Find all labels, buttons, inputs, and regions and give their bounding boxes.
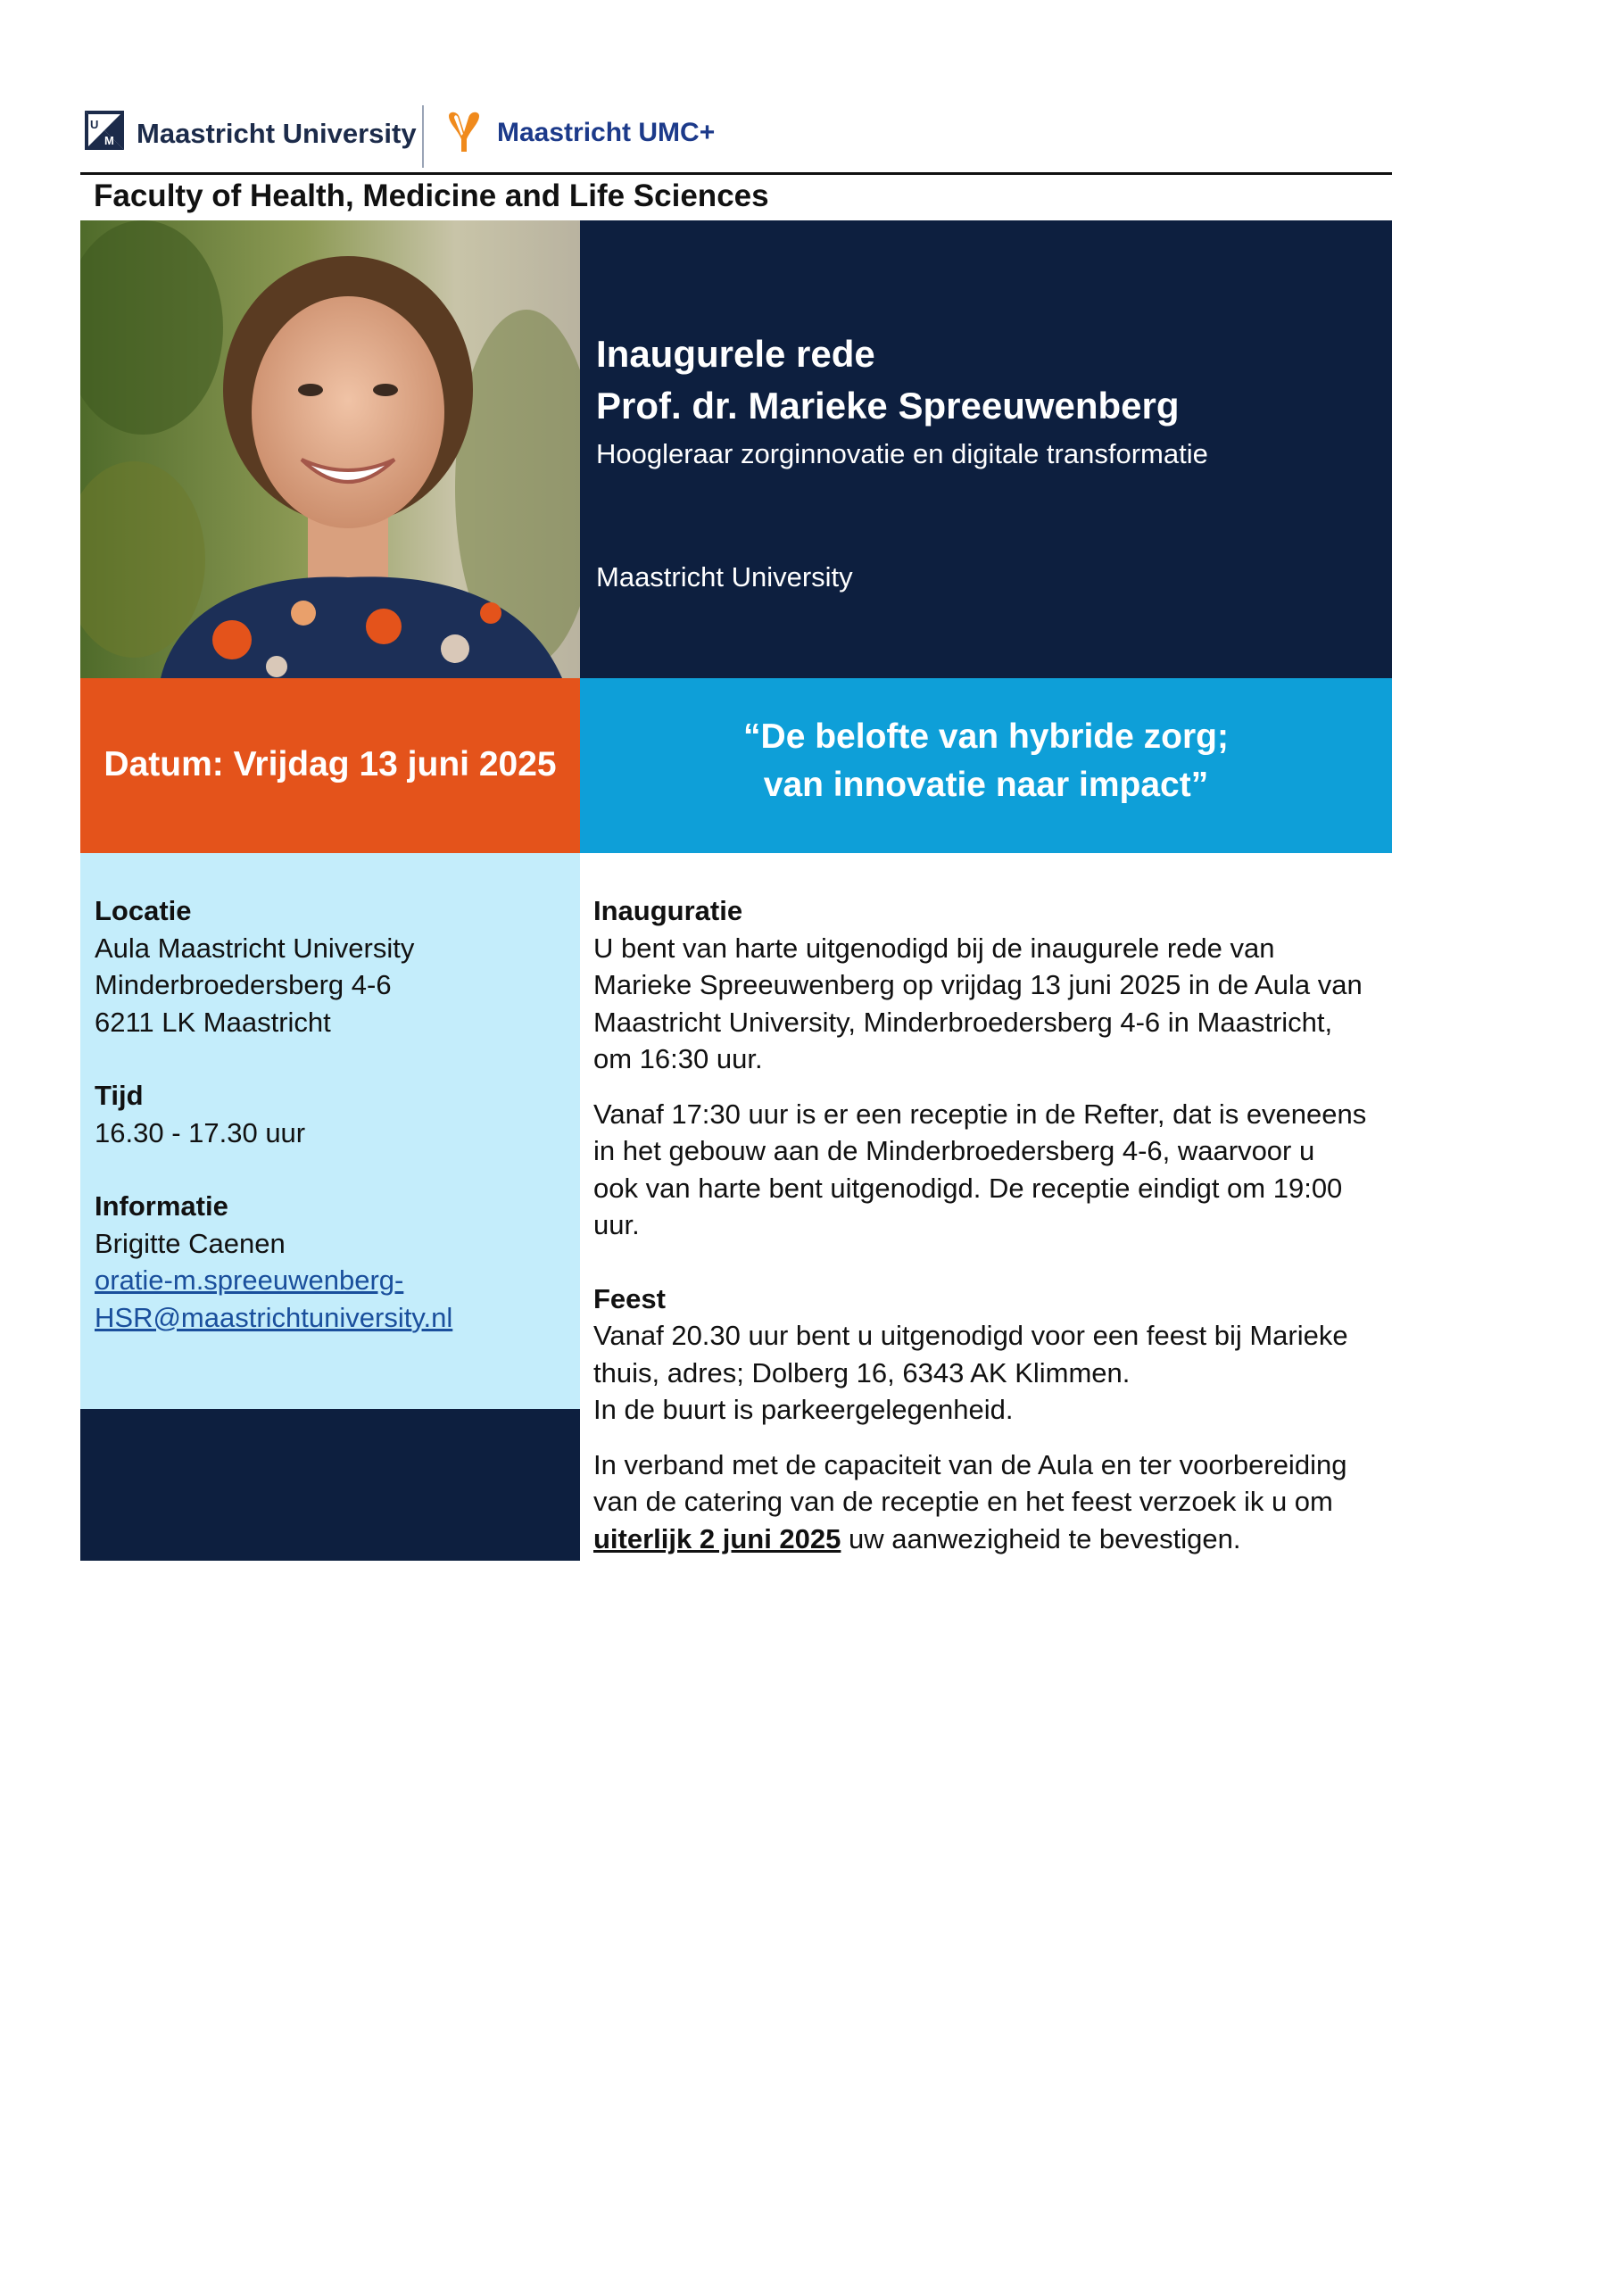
spacer (95, 1151, 452, 1188)
feest-heading: Feest (593, 1282, 666, 1314)
inauguratie-line: U bent van harte uitgenodigd bij de inaugurele rede van (593, 932, 1275, 964)
email-link-line-2[interactable]: HSR@maastrichtuniversity.nl (95, 1301, 453, 1333)
navy-footer-block (80, 1409, 580, 1561)
locatie-line: Aula Maastricht University (95, 932, 415, 964)
receptie-line: in het gebouw aan de Minderbroedersberg 4-6, waarvoor u (593, 1135, 1315, 1166)
inauguratie-line: om 16:30 uur. (593, 1043, 763, 1074)
contact-name: Brigitte Caenen (95, 1227, 286, 1259)
body-column (593, 892, 1388, 1557)
svg-text:M: M (104, 134, 114, 147)
locatie-line: 6211 LK Maastricht (95, 1006, 331, 1038)
receptie-line: Vanaf 17:30 uur is er een receptie in de Refter, dat is eveneens (593, 1098, 1367, 1130)
speaker-role: Hoogleraar zorginnovatie en digitale transformatie (596, 438, 1208, 469)
logo-divider (422, 105, 424, 168)
closing-line-rsvp (593, 1521, 1388, 1558)
spacer (95, 1040, 452, 1077)
umc-name: Maastricht UMC+ (497, 118, 716, 147)
receptie-line: uur. (593, 1209, 640, 1240)
email-link-line-1[interactable]: oratie-m.spreeuwenberg- (95, 1264, 404, 1296)
title-panel (580, 220, 1392, 678)
rsvp-deadline: uiterlijk 2 juni 2025 (593, 1522, 841, 1554)
speaker-name: Prof. dr. Marieke Spreeuwenberg (596, 385, 1180, 427)
faculty-title: Faculty of Health, Medicine and Life Sciences (94, 178, 769, 213)
event-title: Inaugurele rede (596, 333, 875, 375)
receptie-line: ook van harte bent uitgenodigd. De receptie eindigt om 19:00 (593, 1172, 1343, 1204)
spacer (593, 1078, 1388, 1096)
feest-line: In de buurt is parkeergelegenheid. (593, 1394, 1014, 1425)
logo-row (85, 105, 716, 170)
lecture-title-line-2: van innovatie naar impact” (763, 766, 1209, 804)
locatie-line: Minderbroedersberg 4-6 (95, 969, 392, 1000)
inauguratie-line: Maastricht University, Minderbroedersberg 4-6 in Maastricht, (593, 1006, 1333, 1038)
feest-line: thuis, adres; Dolberg 16, 6343 AK Klimmen. (593, 1356, 1131, 1388)
um-name: Maastricht University (137, 118, 417, 149)
closing-line: van de catering van de receptie en het feest verzoek ik u om (593, 1486, 1333, 1517)
spacer (593, 1244, 1388, 1281)
inauguratie-heading: Inauguratie (593, 895, 743, 926)
feest-line: Vanaf 20.30 uur bent u uitgenodigd voor een feest bij Marieke (593, 1320, 1348, 1351)
info-column (95, 892, 452, 1336)
date-panel (80, 678, 580, 853)
tijd-heading: Tijd (95, 1080, 144, 1111)
event-date: Datum: Vrijdag 13 juni 2025 (104, 745, 557, 783)
speaker-organization: Maastricht University (596, 561, 853, 593)
informatie-heading: Informatie (95, 1190, 228, 1222)
locatie-heading: Locatie (95, 895, 192, 926)
umc-logo-icon (443, 109, 485, 155)
rsvp-tail: uw aanwezigheid te bevestigen. (841, 1522, 1241, 1554)
inauguratie-line: Marieke Spreeuwenberg op vrijdag 13 juni 2025 in de Aula van (593, 969, 1363, 1000)
tijd-value: 16.30 - 17.30 uur (95, 1116, 306, 1148)
svg-text:U: U (90, 118, 99, 131)
um-logo-icon (85, 111, 124, 150)
quote-panel (580, 678, 1392, 853)
portrait-photo (80, 220, 580, 678)
spacer (593, 1429, 1388, 1446)
top-rule (80, 172, 1392, 175)
closing-line: In verband met de capaciteit van de Aula en ter voorbereiding (593, 1448, 1347, 1480)
lecture-title-line-1: “De belofte van hybride zorg; (743, 717, 1229, 756)
